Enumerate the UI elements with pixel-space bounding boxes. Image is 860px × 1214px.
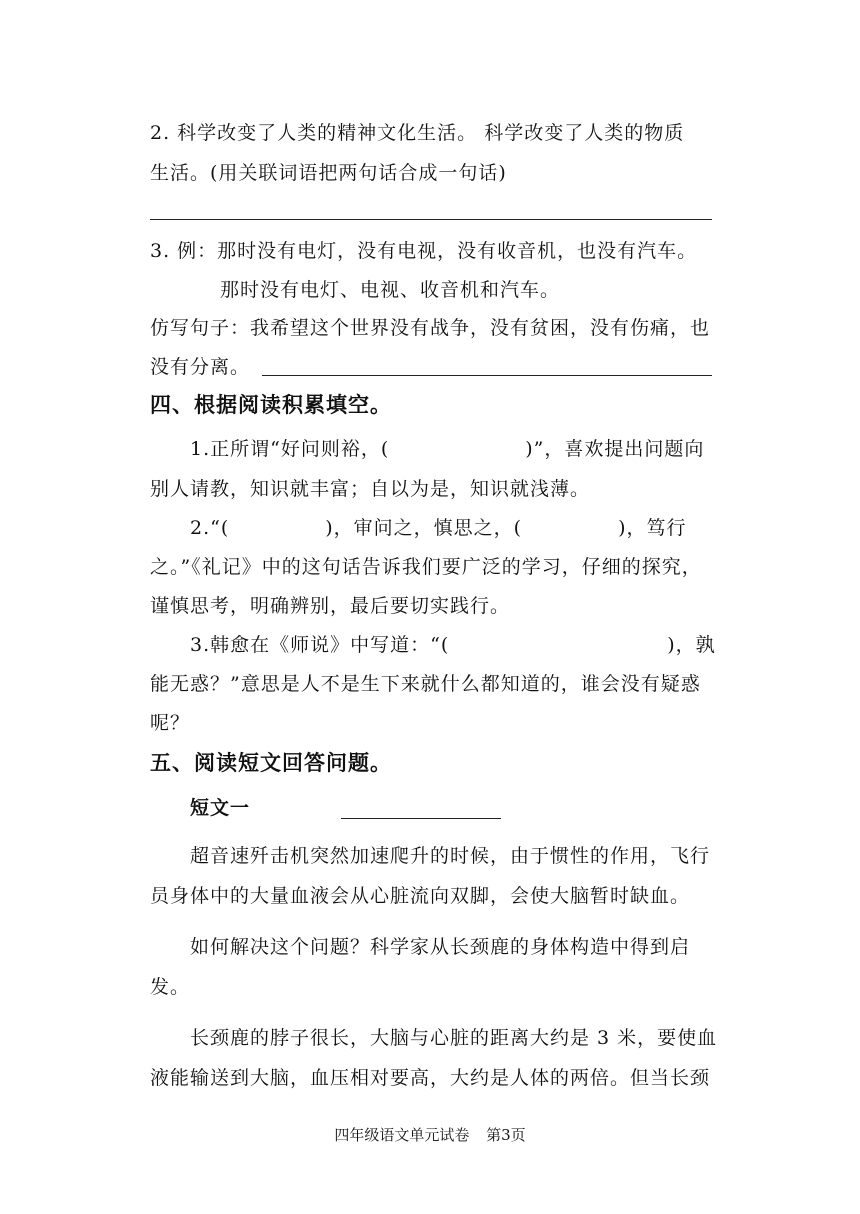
footer-title: 四年级语文单元试卷: [334, 1126, 470, 1144]
para2-line-2: 发。: [150, 976, 191, 998]
q2-answer-line: [150, 219, 712, 220]
q3-line-3: 仿写句子：我希望这个世界没有战争，没有贫困，没有伤痛，也: [150, 317, 711, 339]
s4-item2-line-3: 谨慎思考，明确辨别，最后要切实践行。: [150, 595, 511, 617]
q3-line-1: 3. 例：那时没有电灯，没有电视，没有收音机，也没有汽车。: [150, 240, 698, 262]
s4-item3-line-2: 能无惑？”意思是人不是生下来就什么都知道的，谁会没有疑惑: [150, 673, 701, 695]
footer-page-number: 第3页: [486, 1126, 526, 1144]
q2-line-2: 生活。(用关联词语把两句话合成一句话): [150, 162, 507, 184]
q3-line-2: 那时没有电灯、电视、收音机和汽车。: [220, 279, 561, 301]
s4-item1-part-b: )”，喜欢提出问题向: [525, 438, 705, 460]
para1-line-2: 员身体中的大量血液会从心脏流向双脚，会使大脑暂时缺血。: [150, 885, 691, 907]
s4-item3-part-b: )，孰: [667, 634, 716, 656]
q3-answer-line: [262, 375, 712, 376]
s4-item3-part-a: 3.韩愈在《师说》中写道：“(: [190, 634, 450, 656]
q2-line-1: 2. 科学改变了人类的精神文化生活。 科学改变了人类的物质: [150, 122, 685, 144]
s4-item1-part-a: 1.正所谓“好问则裕，(: [190, 438, 390, 460]
s4-item2-part-c: )，笃行: [618, 517, 687, 539]
q3-line-4: 没有分离。: [150, 356, 251, 378]
s4-item3-line-3: 呢？: [150, 712, 191, 734]
s4-item2-part-b: )，审问之，慎思之，(: [325, 517, 523, 539]
s4-item1-line-2: 别人请教，知识就丰富；自以为是，知识就浅薄。: [150, 478, 591, 500]
s4-item1-line-1: [190, 440, 704, 459]
section-5-heading: 五、阅读短文回答问题。: [150, 751, 392, 775]
para3-line-1: 长颈鹿的脖子很长，大脑与心脏的距离大约是 3 米，要使血: [190, 1027, 718, 1049]
para2-line-1: 如何解决这个问题？科学家从长颈鹿的身体构造中得到启: [190, 936, 691, 958]
page-footer: [0, 1124, 860, 1145]
s4-item2-part-a: 2.“(: [190, 517, 230, 539]
s4-item3-line-1: [190, 636, 716, 655]
passage-title-blank: [341, 818, 501, 819]
para1-line-1: 超音速歼击机突然加速爬升的时候，由于惯性的作用，飞行: [190, 845, 711, 867]
s4-item2-line-1: [190, 519, 687, 538]
para3-line-2: 液能输送到大脑，血压相对要高，大约是人体的两倍。但当长颈: [150, 1067, 711, 1089]
s4-item2-line-2: 之。”《礼记》中的这句话告诉我们要广泛的学习，仔细的探究，: [150, 556, 702, 578]
section-4-heading: 四、根据阅读积累填空。: [150, 393, 392, 417]
passage-1-label: 短文一: [190, 797, 251, 819]
